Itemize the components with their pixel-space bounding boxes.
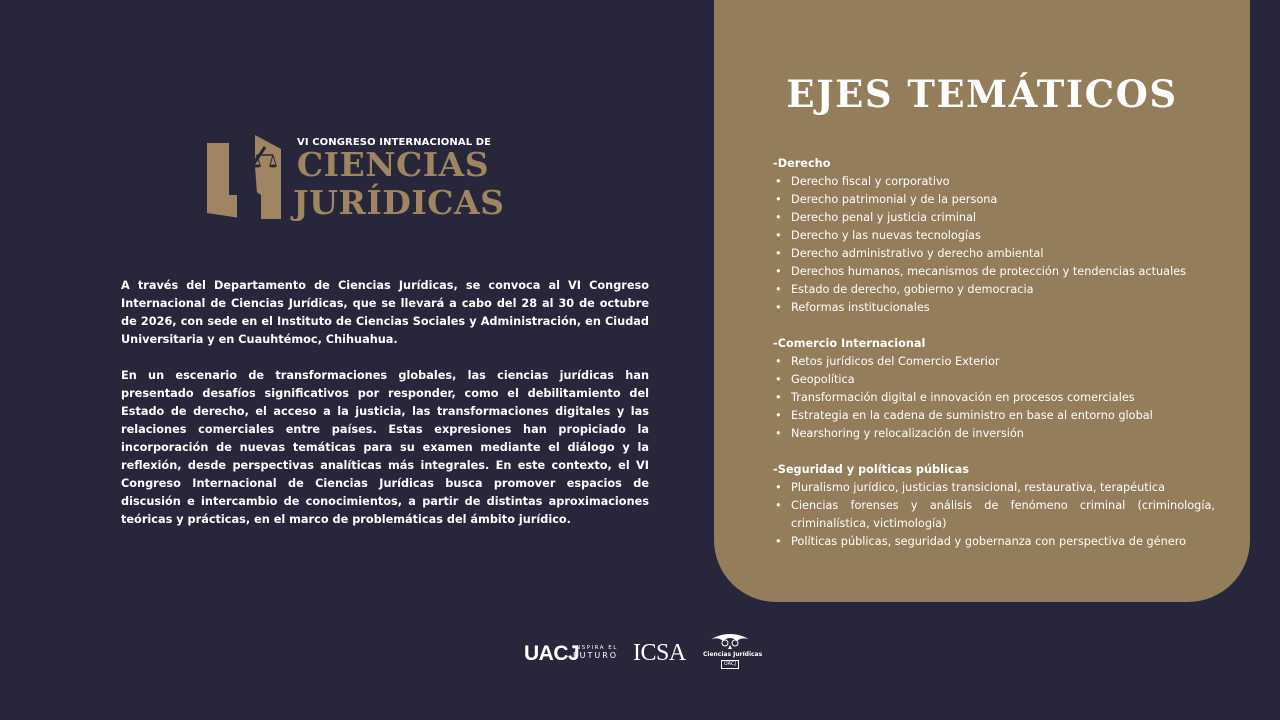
list-item: • Derecho y las nuevas tecnologías xyxy=(773,227,1215,245)
footer-logos xyxy=(0,630,1280,670)
owl-icon xyxy=(703,631,757,651)
intro-text xyxy=(121,277,649,529)
list-item: • Transformación digital e innovación en procesos comerciales xyxy=(773,389,1215,407)
uacj-wordmark: UACJ xyxy=(524,642,580,665)
list-item: • Derecho fiscal y corporativo xyxy=(773,173,1215,191)
section-title: -Derecho xyxy=(773,157,831,170)
justice-figure-icon xyxy=(207,135,281,219)
event-title-line1: CIENCIAS xyxy=(296,145,490,184)
ciencias-juridicas-label: Ciencias Jurídicas xyxy=(703,651,763,658)
event-logo xyxy=(207,133,505,223)
ciencias-juridicas-sublabel: UACJ xyxy=(721,660,739,669)
themes-list xyxy=(773,155,1215,551)
themes-panel xyxy=(714,0,1250,602)
event-supertitle: VI CONGRESO INTERNACIONAL DE xyxy=(297,137,492,148)
theme-section-seguridad xyxy=(773,461,1215,551)
list-item: • Ciencias forenses y análisis de fenómeno criminal (criminología, criminalística, victimología) xyxy=(773,497,1215,533)
list-item: • Derecho administrativo y derecho ambiental xyxy=(773,245,1215,263)
section-title: -Comercio Internacional xyxy=(773,337,926,350)
uacj-tagline-bottom: FUTURO xyxy=(573,651,619,660)
uacj-tagline-top: INSPIRA EL xyxy=(573,645,618,651)
theme-section-comercio xyxy=(773,335,1215,443)
event-title-line2: JURÍDICAS xyxy=(293,183,505,222)
list-item: • Derechos humanos, mecanismos de protección y tendencias actuales xyxy=(773,263,1215,281)
list-item: • Nearshoring y relocalización de inversión xyxy=(773,425,1215,443)
list-item: • Geopolítica xyxy=(773,371,1215,389)
list-item: • Pluralismo jurídico, justicias transicional, restaurativa, terapéutica xyxy=(773,479,1215,497)
themes-title: EJES TEMÁTICOS xyxy=(786,72,1178,116)
icsa-logo: ICSA xyxy=(633,640,686,666)
intro-paragraph-1: A través del Departamento de Ciencias Jurídicas, se convoca al VI Congreso Internacional de Ciencias Jurídicas, que se llevará a cabo del 28 al 30 de octubre de 2026, con sede en el Instituto de Ciencias Sociales y Administración, en Ciudad Universitaria y en Cuauhtémoc, Chihuahua. xyxy=(121,279,649,346)
list-item: • Reformas institucionales xyxy=(773,299,1215,317)
list-item: • Estrategia en la cadena de suministro en base al entorno global xyxy=(773,407,1215,425)
intro-paragraph-2: En un escenario de transformaciones globales, las ciencias jurídicas han presentado desafíos significativos por responder, como el debilitamiento del Estado de derecho, el acceso a la justicia, las transformaciones digitales y las relaciones comerciales entre países. Estas expresiones han propiciado la incorporación de nuevas temáticas para su examen mediante el diálogo y la reflexión, desde perspectivas analíticas más integrales. En este contexto, el VI Congreso Internacional de Ciencias Jurídicas busca promover espacios de discusión e intercambio de conocimientos, a partir de distintas aproximaciones teóricas y prácticas, en el marco de problemáticas del ámbito jurídico. xyxy=(121,369,649,526)
section-title: -Seguridad y políticas públicas xyxy=(773,463,969,476)
ciencias-juridicas-logo xyxy=(703,631,763,671)
list-item: • Políticas públicas, seguridad y gobernanza con perspectiva de género xyxy=(773,533,1215,551)
list-item: • Derecho patrimonial y de la persona xyxy=(773,191,1215,209)
list-item: • Derecho penal y justicia criminal xyxy=(773,209,1215,227)
list-item: • Retos jurídicos del Comercio Exterior xyxy=(773,353,1215,371)
list-item: • Estado de derecho, gobierno y democracia xyxy=(773,281,1215,299)
theme-section-derecho xyxy=(773,155,1215,317)
